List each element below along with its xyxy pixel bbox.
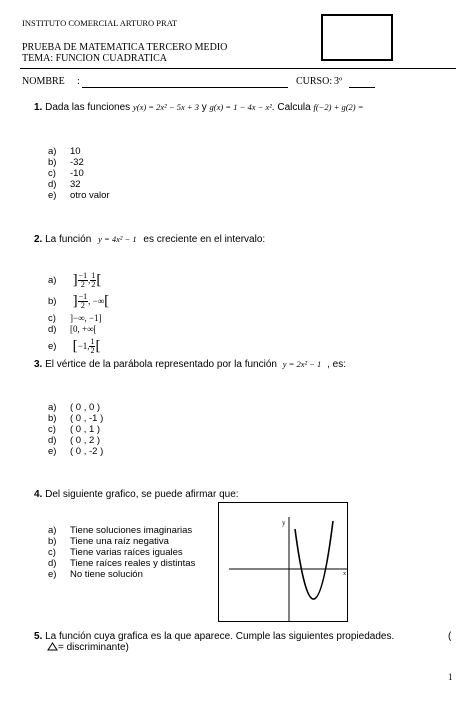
q2-option-c[interactable]: c) ]−∞, −1]: [48, 313, 102, 324]
question-4-text: Del siguiente grafico, se puede afirmar que:: [45, 489, 239, 500]
course-field-line[interactable]: [349, 87, 375, 88]
question-5-paren: (: [448, 631, 452, 642]
parabola-curve: [295, 521, 333, 599]
question-1-text-a: Dada las funciones: [45, 102, 131, 113]
y-axis-label: y: [282, 519, 286, 527]
question-2-text-a: La función: [45, 234, 92, 245]
question-4-number: 4.: [34, 489, 43, 500]
question-1-function-g: g(x) = 1 − 4x − x²: [209, 102, 272, 112]
q4-option-c[interactable]: c) Tiene varias raíces iguales: [48, 547, 183, 558]
question-1-expression: f(−2) + g(2) =: [313, 102, 364, 112]
test-title: PRUEBA DE MATEMATICA TERCERO MEDIO: [22, 42, 228, 53]
q3-option-e[interactable]: e) ( 0 , -2 ): [48, 446, 104, 457]
q1-option-a[interactable]: a) 10: [48, 146, 81, 157]
question-4-prompt: [34, 489, 239, 500]
x-axis-label: x: [343, 571, 346, 577]
question-1-function-y: y(x) = 2x² − 5x + 3: [132, 102, 199, 112]
q4-option-b[interactable]: b) Tiene una raíz negativa: [48, 536, 169, 547]
name-colon: :: [77, 76, 80, 87]
question-5-note: [47, 642, 129, 653]
question-2-text-b: es creciente en el intervalo:: [143, 234, 266, 245]
question-2-function: y = 4x² − 1: [98, 234, 137, 244]
q3-option-a[interactable]: a) ( 0 , 0 ): [48, 402, 101, 413]
question-2-number: 2.: [34, 234, 43, 245]
q1-option-b[interactable]: b) -32: [48, 157, 84, 168]
course-label: CURSO:: [296, 76, 333, 87]
q4-option-e[interactable]: e) No tiene solución: [48, 569, 143, 580]
question-3-function: y = 2x² − 1: [282, 359, 322, 369]
q3-option-c[interactable]: c) ( 0 , 1 ): [48, 424, 101, 435]
q4-option-a[interactable]: a) Tiene soluciones imaginarias: [48, 525, 193, 536]
name-label: NOMBRE: [22, 76, 65, 87]
course-value: 3º: [334, 76, 343, 87]
q2-option-a[interactable]: a) ] $\frac{-1}{2}$ , $\frac{1}{2}$ [: [48, 271, 102, 289]
q3-option-b[interactable]: b) ( 0 , -1 ): [48, 413, 104, 424]
q2-option-d[interactable]: d) [0, +∞[: [48, 324, 97, 335]
q2-option-e[interactable]: e) [−1, $\frac{1}{2}$ [: [48, 337, 101, 355]
q1-option-e[interactable]: e) otro valor: [48, 190, 110, 201]
institute-name: INSTITUTO COMERCIAL ARTURO PRAT: [22, 18, 178, 28]
q3-option-d[interactable]: d) ( 0 , 2 ): [48, 435, 101, 446]
grade-box: [321, 14, 393, 61]
delta-note: = discriminante): [58, 642, 129, 653]
question-3-text-a: El vértice de la parábola representado por la función: [45, 359, 277, 370]
question-1-and: y: [201, 102, 207, 113]
q1-option-d[interactable]: d) 32: [48, 179, 81, 190]
header-divider: [20, 68, 456, 69]
question-3-number: 3.: [34, 359, 43, 370]
question-1-prompt: [34, 102, 364, 113]
question-1-text-b: . Calcula: [271, 102, 311, 113]
q1-option-c[interactable]: c) -10: [48, 168, 84, 179]
parabola-graph-svg: [219, 503, 347, 621]
test-topic: TEMA: FUNCION CUADRATICA: [22, 53, 168, 64]
q2-option-b[interactable]: b) ] $\frac{-1}{2}$ , −∞[: [48, 292, 110, 310]
question-5-number: 5.: [34, 631, 43, 642]
question-5-text: La función cuya grafica es la que aparece. Cumple las siguientes propiedades.: [45, 631, 395, 642]
page-number: 1: [448, 672, 453, 682]
q4-option-d[interactable]: d) Tiene raíces reales y distintas: [48, 558, 196, 569]
name-field-line[interactable]: [82, 87, 288, 88]
question-3-text-b: , es:: [327, 359, 346, 370]
question-3-prompt: [34, 359, 346, 370]
question-2-prompt: [34, 234, 265, 245]
question-1-number: 1.: [34, 102, 43, 113]
delta-icon: [47, 642, 58, 651]
question-5-prompt: [34, 631, 394, 642]
parabola-graph: [218, 502, 348, 622]
